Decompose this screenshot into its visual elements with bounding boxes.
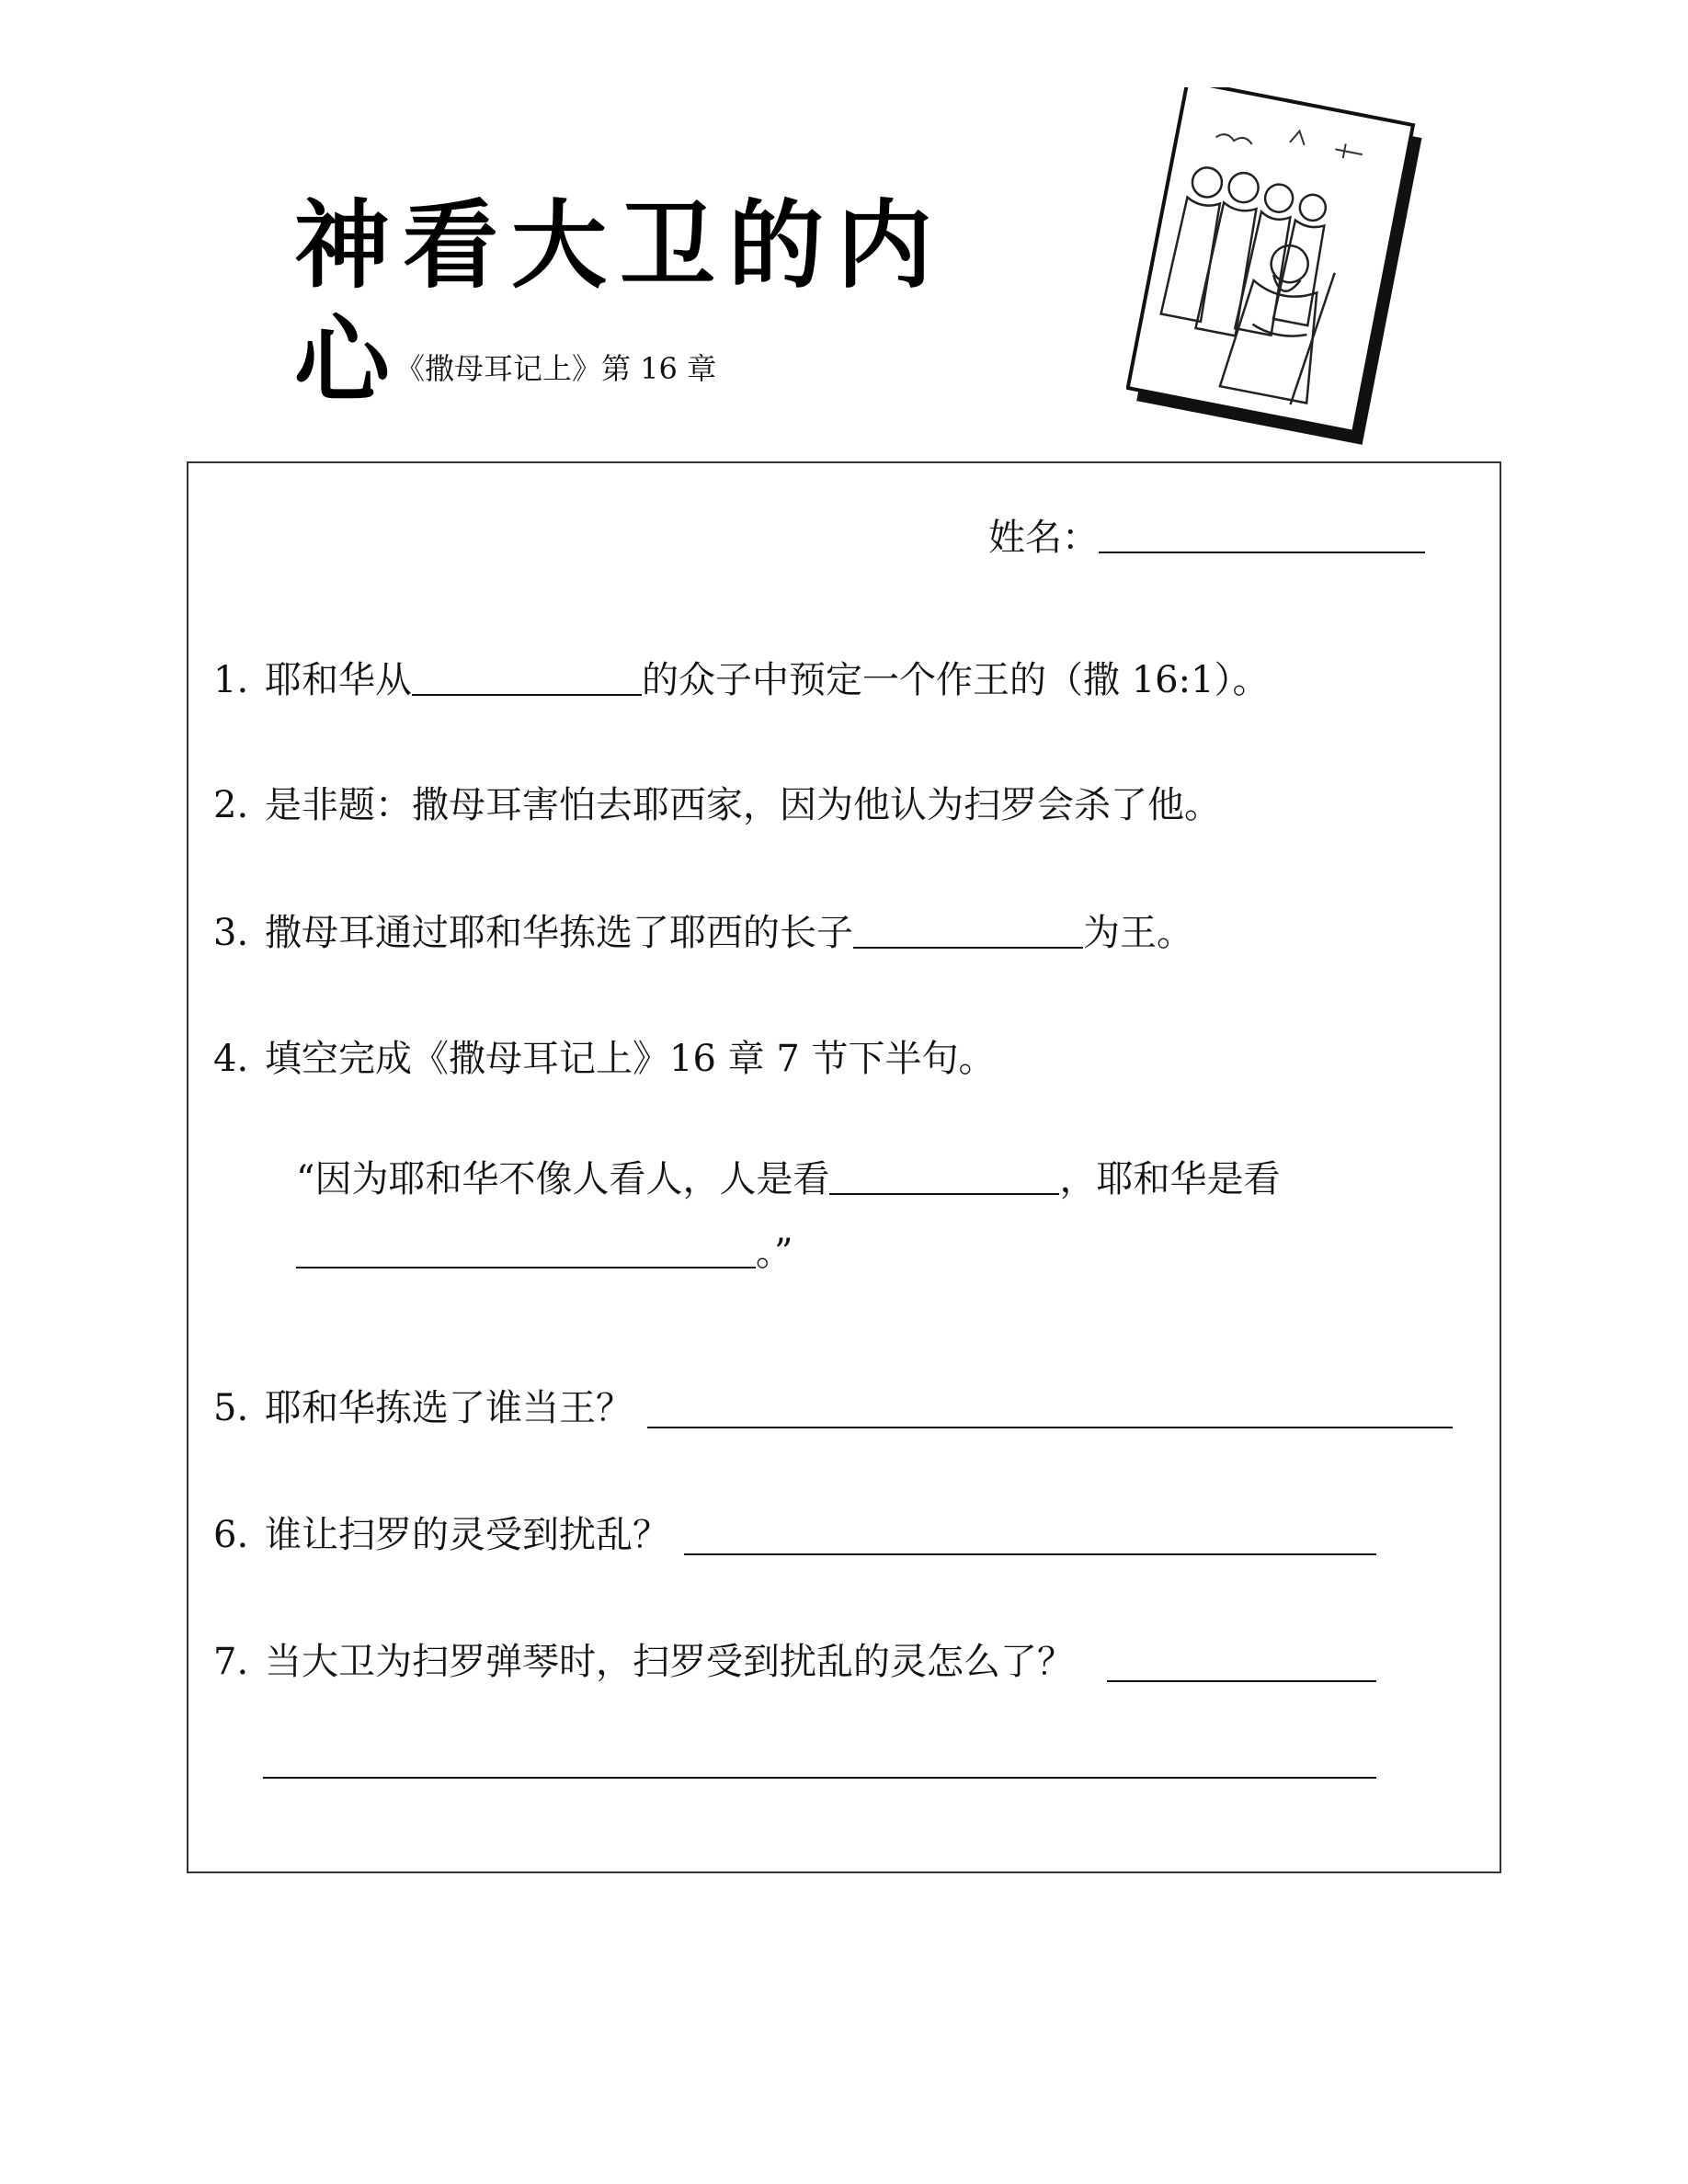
- answer-line[interactable]: [1107, 1680, 1376, 1682]
- question-text: 当大卫为扫罗弹琴时，扫罗受到扰乱的灵怎么了？: [265, 1641, 1074, 1683]
- question-number: 3.: [213, 912, 249, 954]
- question-number: 5.: [213, 1387, 249, 1429]
- name-label: 姓名：: [988, 517, 1099, 559]
- question-1: [213, 657, 1270, 702]
- question-number: 1.: [213, 659, 249, 701]
- verse-line-1: [296, 1156, 1280, 1201]
- verse-text: ，耶和华是看: [1059, 1158, 1281, 1200]
- question-text: 撒母耳通过耶和华拣选了耶西的长子: [265, 912, 853, 954]
- verse-line-2: [296, 1230, 793, 1275]
- question-text: 填空完成《撒母耳记上》16 章 7 节下半句。: [265, 1038, 996, 1080]
- question-6: [213, 1513, 669, 1557]
- verse-text: “因为耶和华不像人看人，人是看: [296, 1158, 830, 1200]
- page-title: 神看大卫的内心: [294, 188, 946, 416]
- question-text: 是非题：撒母耳害怕去耶西家，因为他认为扫罗会杀了他。: [265, 784, 1221, 826]
- question-text: 耶和华从: [265, 659, 412, 701]
- question-4: [213, 1037, 996, 1081]
- question-5: [213, 1386, 633, 1430]
- answer-blank[interactable]: [412, 657, 642, 696]
- question-text: 为王。: [1083, 912, 1193, 954]
- question-text: 的众子中预定一个作王的（撒 16:1）。: [642, 659, 1270, 701]
- verse-text: 。”: [756, 1232, 793, 1274]
- question-number: 6.: [213, 1514, 249, 1556]
- name-blank[interactable]: [1099, 515, 1425, 553]
- answer-blank[interactable]: [296, 1230, 756, 1268]
- question-2: [213, 783, 1221, 827]
- answer-line[interactable]: [263, 1777, 1376, 1779]
- question-number: 2.: [213, 784, 249, 826]
- question-3: [213, 910, 1193, 955]
- scripture-reference: 《撒母耳记上》第 16 章: [395, 351, 717, 386]
- name-field: [988, 515, 1425, 560]
- question-number: 7.: [213, 1641, 249, 1683]
- answer-blank[interactable]: [853, 910, 1083, 949]
- question-text: 耶和华拣选了谁当王？: [265, 1387, 633, 1429]
- storybook-picture-icon: [1126, 87, 1430, 464]
- answer-line[interactable]: [684, 1553, 1376, 1555]
- question-number: 4.: [213, 1038, 249, 1080]
- question-7: [213, 1640, 1074, 1684]
- answer-blank[interactable]: [829, 1156, 1059, 1195]
- question-text: 谁让扫罗的灵受到扰乱？: [265, 1514, 669, 1556]
- answer-line[interactable]: [647, 1427, 1453, 1428]
